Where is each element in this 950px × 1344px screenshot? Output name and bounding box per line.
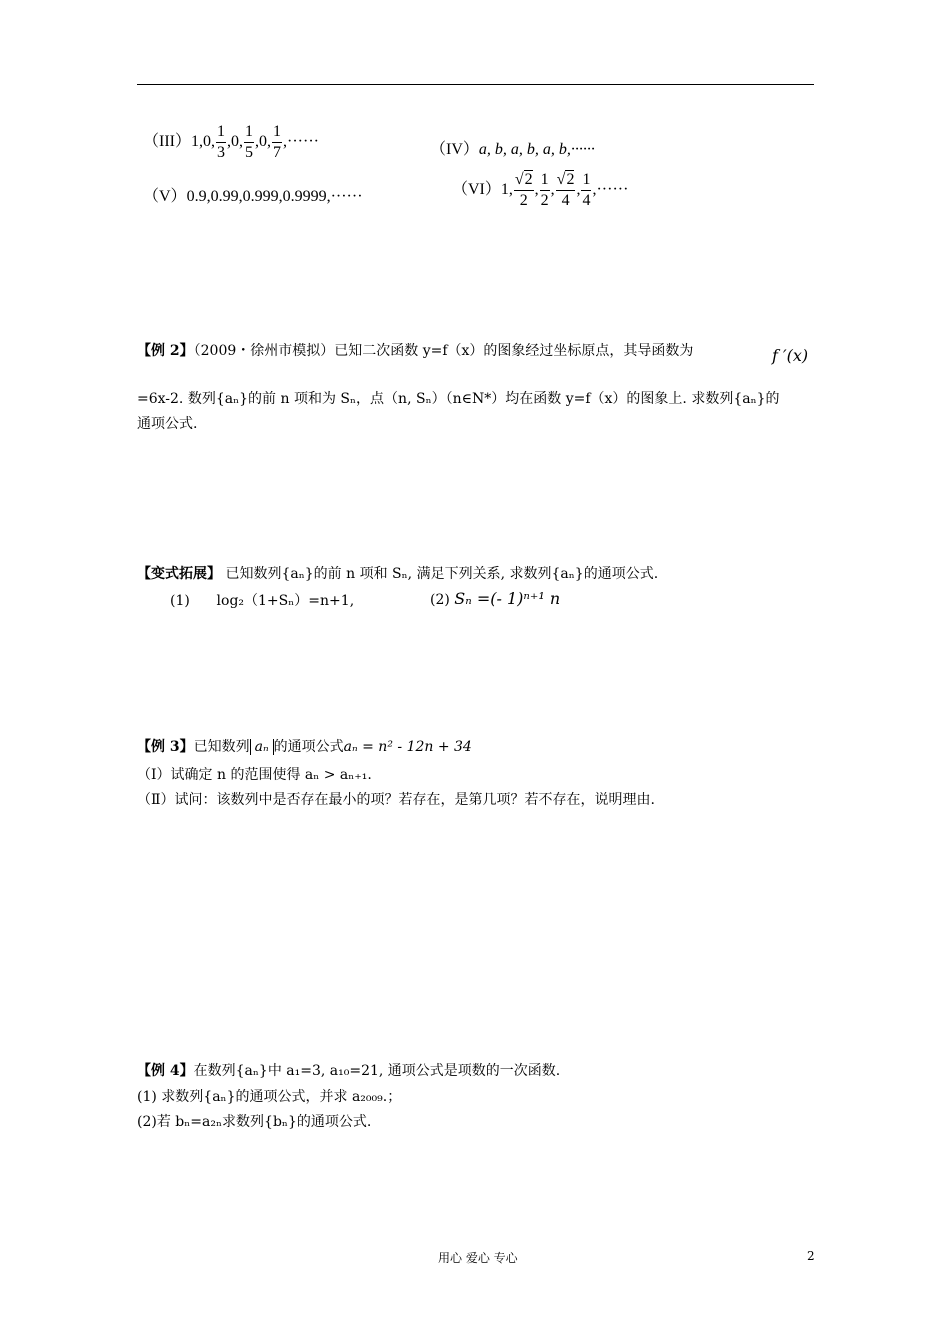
example2-line1: 【例 2】（2009・徐州市模拟）已知二次函数 y=f（x）的图象经过坐标原点，其导函数为	[137, 343, 694, 359]
variant-item2: (2) Sₙ =(- 1)ⁿ⁺¹ n	[430, 589, 561, 608]
sequence-vi-label: （VI）	[452, 181, 501, 199]
variant-label: 【变式拓展】	[137, 566, 221, 582]
sequence-iv: （IV）a, b, a, b, a, b,······	[430, 141, 595, 158]
example2-line3: 通项公式.	[137, 416, 198, 432]
example2-label: 【例 2】	[137, 343, 194, 359]
derivative-expression: f ′(x)	[772, 346, 809, 365]
fraction: $\frac{√2}{2}$	[514, 171, 533, 209]
fraction: $\frac{1}{3}$	[217, 123, 225, 161]
sequence-v: （V）0.9,0.99,0.999,0.9999,······	[143, 188, 363, 205]
example4-q1: (1) 求数列{aₙ}的通项公式，并求 a₂₀₀₉.；	[137, 1089, 402, 1105]
page-number: 2	[807, 1249, 815, 1263]
example3-line1: 【例 3】已知数列 aₙ 的通项公式aₙ = n² - 12n + 34	[137, 739, 472, 755]
example2-line2: =6x-2. 数列{aₙ}的前 n 项和为 Sₙ，点（n, Sₙ）（n∈N*）均在函数 y=f（x）的图象上. 求数列{aₙ}的	[137, 391, 780, 407]
fraction: $\frac{1}{4}$	[582, 171, 591, 209]
example3-q1: （Ⅰ）试确定 n 的范围使得 aₙ > aₙ₊₁.	[137, 767, 372, 783]
sequence-vi: （VI）1, $\frac{√2}{2}$ , $\frac{1}{2}$ , $\frac{√2}{4}$ , $\frac{1}{4}$ ,······	[452, 171, 629, 209]
sequence-iv-label: （IV）	[430, 141, 479, 158]
fraction: $\frac{√2}{4}$	[556, 171, 575, 209]
example3-q2: （Ⅱ）试问：该数列中是否存在最小的项？若存在，是第几项？若不存在，说明理由.	[137, 792, 655, 808]
variant-item1: (1) log₂（1+Sₙ）=n+1,	[170, 593, 355, 609]
example4-q2: (2)若 bₙ=a₂ₙ求数列{bₙ}的通项公式.	[137, 1114, 372, 1130]
sequence-v-label: （V）	[143, 188, 187, 205]
sequence-brace: aₙ	[250, 739, 274, 755]
example4-line1: 【例 4】在数列{aₙ}中 a₁=3, a₁₀=21, 通项公式是项数的一次函数.	[137, 1063, 561, 1079]
formula: aₙ = n² - 12n + 34	[343, 739, 472, 755]
fraction: $\frac{1}{5}$	[245, 123, 253, 161]
variant-line: 【变式拓展】 已知数列{aₙ}的前 n 项和 Sₙ, 满足下列关系, 求数列{aₙ}的通项公式.	[137, 566, 659, 582]
sqrt-symbol: √2	[514, 171, 533, 188]
footer-motto: 用心 爱心 专心	[438, 1251, 518, 1265]
sequence-iii-label: （III）	[143, 133, 191, 151]
sequence-iii: （III）1,0, $\frac{1}{3}$ ,0, $\frac{1}{5}$ ,0, $\frac{1}{7}$ ,······	[143, 123, 319, 161]
fraction: $\frac{1}{7}$	[273, 123, 281, 161]
example4-label: 【例 4】	[137, 1063, 194, 1079]
example3-label: 【例 3】	[137, 739, 194, 755]
header-rule	[137, 84, 814, 85]
fraction: $\frac{1}{2}$	[540, 171, 549, 209]
sqrt-symbol: √2	[556, 171, 575, 188]
